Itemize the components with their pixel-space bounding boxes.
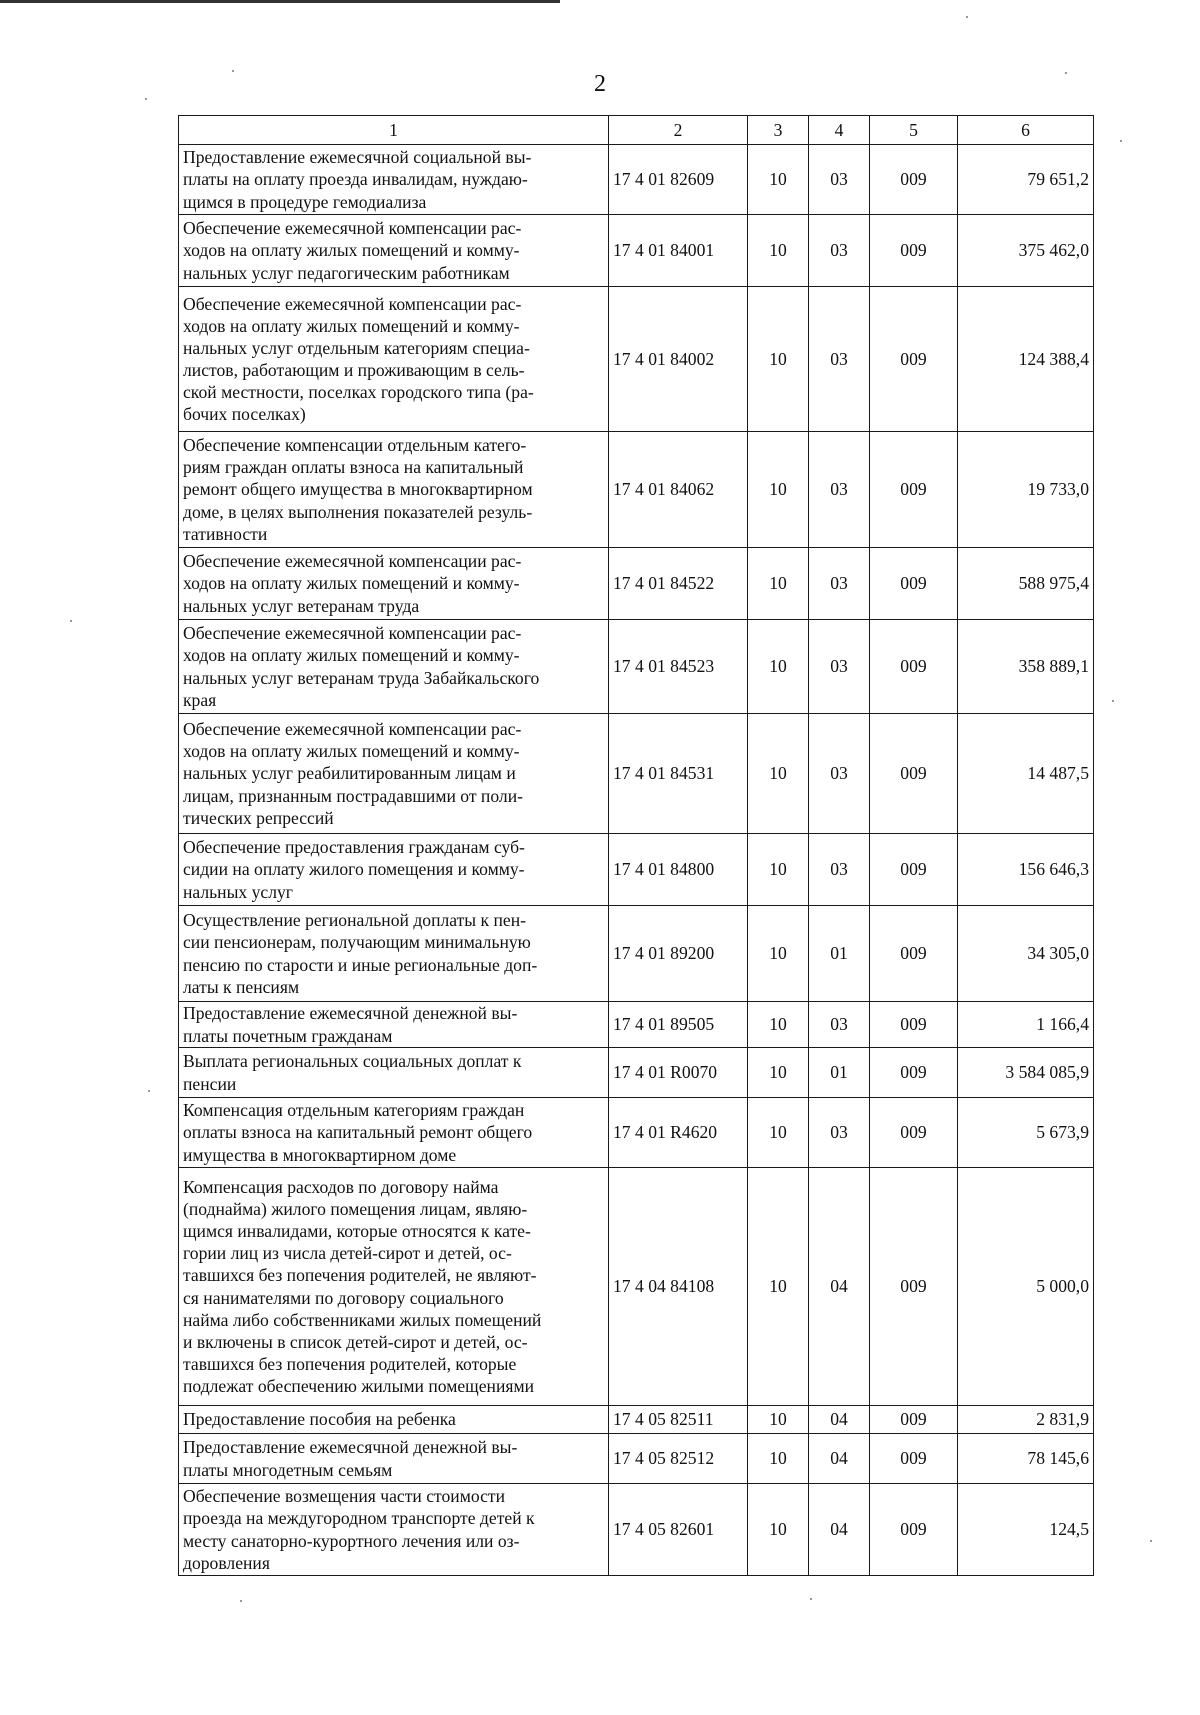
table-row — [179, 1406, 1094, 1434]
row-code: 17 4 04 84108 — [609, 1168, 748, 1406]
scan-speck — [966, 16, 968, 18]
row-code: 17 4 01 84523 — [609, 620, 748, 714]
table-row — [179, 1002, 1094, 1048]
row-section: 10 — [748, 1048, 809, 1098]
row-subsection: 01 — [809, 1048, 870, 1098]
row-amount: 1 166,4 — [958, 1002, 1094, 1048]
row-section: 10 — [748, 1002, 809, 1048]
row-group: 009 — [870, 215, 958, 287]
scan-speck — [1112, 700, 1114, 702]
table-row — [179, 548, 1094, 620]
row-amount: 5 000,0 — [958, 1168, 1094, 1406]
row-name: Предоставление ежемесячной социальной вы- платы на оплату проезда инвалидам, нуждаю- щимся в процедуре гемодиализа — [179, 145, 609, 215]
row-group: 009 — [870, 548, 958, 620]
table-row — [179, 714, 1094, 834]
row-group: 009 — [870, 834, 958, 906]
row-amount: 3 584 085,9 — [958, 1048, 1094, 1098]
row-code: 17 4 01 82609 — [609, 145, 748, 215]
scan-speck — [232, 70, 234, 72]
row-section: 10 — [748, 432, 809, 548]
row-section: 10 — [748, 215, 809, 287]
row-section: 10 — [748, 548, 809, 620]
row-amount: 375 462,0 — [958, 215, 1094, 287]
row-group: 009 — [870, 145, 958, 215]
table-row — [179, 1484, 1094, 1576]
row-section: 10 — [748, 906, 809, 1002]
row-code: 17 4 05 82512 — [609, 1434, 748, 1484]
row-code: 17 4 01 R4620 — [609, 1098, 748, 1168]
row-subsection: 04 — [809, 1168, 870, 1406]
row-group: 009 — [870, 1002, 958, 1048]
row-subsection: 03 — [809, 1002, 870, 1048]
row-amount: 2 831,9 — [958, 1406, 1094, 1434]
row-name: Предоставление ежемесячной денежной вы- платы многодетным семьям — [179, 1434, 609, 1484]
row-amount: 588 975,4 — [958, 548, 1094, 620]
row-amount: 156 646,3 — [958, 834, 1094, 906]
row-code: 17 4 01 84001 — [609, 215, 748, 287]
row-group: 009 — [870, 906, 958, 1002]
row-amount: 124 388,4 — [958, 287, 1094, 432]
budget-table — [178, 115, 1094, 1576]
row-code: 17 4 01 84522 — [609, 548, 748, 620]
row-subsection: 03 — [809, 834, 870, 906]
row-group: 009 — [870, 1048, 958, 1098]
row-group: 009 — [870, 1484, 958, 1576]
scan-speck — [240, 1600, 242, 1602]
row-subsection: 03 — [809, 1098, 870, 1168]
row-amount: 358 889,1 — [958, 620, 1094, 714]
row-subsection: 04 — [809, 1406, 870, 1434]
row-group: 009 — [870, 432, 958, 548]
table-row — [179, 1168, 1094, 1406]
col-header-6: 6 — [958, 116, 1094, 145]
table-row — [179, 432, 1094, 548]
col-header-2: 2 — [609, 116, 748, 145]
scan-speck — [70, 620, 72, 622]
row-group: 009 — [870, 714, 958, 834]
table-row — [179, 145, 1094, 215]
scan-speck — [810, 1598, 812, 1600]
row-code: 17 4 01 89200 — [609, 906, 748, 1002]
row-amount: 34 305,0 — [958, 906, 1094, 1002]
row-code: 17 4 01 84800 — [609, 834, 748, 906]
row-name: Обеспечение ежемесячной компенсации рас- ходов на оплату жилых помещений и комму- нальных услуг реабилитированным лицам и лицам, признанным пострадавшими от поли- тических репрессий — [179, 714, 609, 834]
row-subsection: 03 — [809, 145, 870, 215]
scan-speck — [1065, 72, 1067, 74]
row-name: Обеспечение ежемесячной компенсации рас- ходов на оплату жилых помещений и комму- нальных услуг педагогическим работникам — [179, 215, 609, 287]
row-subsection: 03 — [809, 620, 870, 714]
row-subsection: 03 — [809, 714, 870, 834]
row-amount: 79 651,2 — [958, 145, 1094, 215]
row-code: 17 4 01 84531 — [609, 714, 748, 834]
top-scan-rule — [0, 0, 560, 3]
row-name: Компенсация расходов по договору найма (поднайма) жилого помещения лицам, являю- щимся инвалидами, которые относятся к кате- гории лиц из числа детей-сирот и детей, ос- тавшихся без попечения родителей, не являют- ся нанимателями по договору социального найма либо собственниками жилых помещений и включены в список детей-сирот и детей, ос- тавшихся без попечения родителей, которые подлежат обеспечению жилыми помещениями — [179, 1168, 609, 1406]
row-group: 009 — [870, 620, 958, 714]
row-name: Обеспечение ежемесячной компенсации рас- ходов на оплату жилых помещений и комму- нальных услуг ветеранам труда Забайкальского края — [179, 620, 609, 714]
row-group: 009 — [870, 287, 958, 432]
row-group: 009 — [870, 1168, 958, 1406]
row-subsection: 01 — [809, 906, 870, 1002]
row-amount: 14 487,5 — [958, 714, 1094, 834]
row-amount: 5 673,9 — [958, 1098, 1094, 1168]
table-row — [179, 620, 1094, 714]
row-subsection: 03 — [809, 215, 870, 287]
row-name: Предоставление ежемесячной денежной вы- платы почетным гражданам — [179, 1002, 609, 1048]
row-code: 17 4 01 84062 — [609, 432, 748, 548]
row-name: Обеспечение ежемесячной компенсации рас- ходов на оплату жилых помещений и комму- нальных услуг ветеранам труда — [179, 548, 609, 620]
row-section: 10 — [748, 620, 809, 714]
row-name: Обеспечение компенсации отдельным катего- риям граждан оплаты взноса на капитальный ремонт общего имущества в многоквартирном доме, в целях выполнения показателей резуль- тативности — [179, 432, 609, 548]
row-subsection: 04 — [809, 1434, 870, 1484]
row-amount: 124,5 — [958, 1484, 1094, 1576]
table-row — [179, 1098, 1094, 1168]
row-name: Выплата региональных социальных доплат к пенсии — [179, 1048, 609, 1098]
table-row — [179, 287, 1094, 432]
table-row — [179, 215, 1094, 287]
row-group: 009 — [870, 1434, 958, 1484]
table-row — [179, 1434, 1094, 1484]
row-name: Обеспечение возмещения части стоимости проезда на междугородном транспорте детей к месту санаторно-курортного лечения или оз- доровления — [179, 1484, 609, 1576]
scan-speck — [145, 98, 147, 100]
row-amount: 78 145,6 — [958, 1434, 1094, 1484]
table-row — [179, 1048, 1094, 1098]
col-header-4: 4 — [809, 116, 870, 145]
row-section: 10 — [748, 287, 809, 432]
row-name: Обеспечение предоставления гражданам суб- сидии на оплату жилого помещения и комму- нальных услуг — [179, 834, 609, 906]
row-section: 10 — [748, 714, 809, 834]
row-section: 10 — [748, 834, 809, 906]
row-subsection: 04 — [809, 1484, 870, 1576]
scan-speck — [148, 1090, 150, 1092]
row-section: 10 — [748, 145, 809, 215]
header-row — [179, 116, 1094, 145]
row-name: Компенсация отдельным категориям граждан оплаты взноса на капитальный ремонт общего имущества в многоквартирном доме — [179, 1098, 609, 1168]
row-name: Предоставление пособия на ребенка — [179, 1406, 609, 1434]
row-group: 009 — [870, 1406, 958, 1434]
row-name: Обеспечение ежемесячной компенсации рас- ходов на оплату жилых помещений и комму- нальных услуг отдельным категориям специа- листов, работающим и проживающим в сель- ской местности, поселках городского типа (ра- бочих поселках) — [179, 287, 609, 432]
col-header-5: 5 — [870, 116, 958, 145]
row-group: 009 — [870, 1098, 958, 1168]
row-amount: 19 733,0 — [958, 432, 1094, 548]
row-section: 10 — [748, 1406, 809, 1434]
row-code: 17 4 05 82511 — [609, 1406, 748, 1434]
row-code: 17 4 01 84002 — [609, 287, 748, 432]
row-subsection: 03 — [809, 432, 870, 548]
row-code: 17 4 01 89505 — [609, 1002, 748, 1048]
row-code: 17 4 01 R0070 — [609, 1048, 748, 1098]
table-body — [179, 145, 1094, 1576]
row-code: 17 4 05 82601 — [609, 1484, 748, 1576]
row-section: 10 — [748, 1098, 809, 1168]
scan-speck — [1120, 140, 1122, 142]
scan-speck — [1150, 1540, 1152, 1542]
table-row — [179, 906, 1094, 1002]
col-header-3: 3 — [748, 116, 809, 145]
row-subsection: 03 — [809, 548, 870, 620]
page-number: 2 — [594, 71, 606, 97]
row-section: 10 — [748, 1434, 809, 1484]
row-subsection: 03 — [809, 287, 870, 432]
table-row — [179, 834, 1094, 906]
col-header-1: 1 — [179, 116, 609, 145]
row-name: Осуществление региональной доплаты к пен- сии пенсионерам, получающим минимальную пенсию по старости и иные региональные доп- латы к пенсиям — [179, 906, 609, 1002]
row-section: 10 — [748, 1484, 809, 1576]
row-section: 10 — [748, 1168, 809, 1406]
